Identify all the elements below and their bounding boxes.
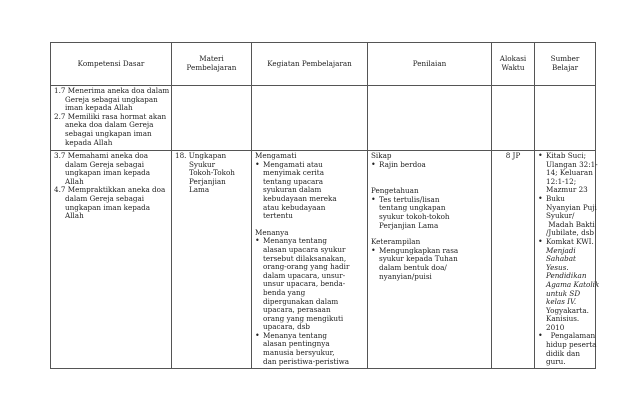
bullet-item: • Kitab Suci; Ulangan 32:1- 14; Keluaran 12:1-12; Mazmur 23 (538, 152, 592, 195)
kegiatan-heading: Mengamati (255, 151, 297, 160)
bullet-item: • Mengungkapkan rasa syukur kepada Tuhan dalam bentuk doa/ nyanyian/puisi (371, 247, 488, 281)
kd-cell: 1.7 Menerima aneka doa dalam Gereja sebagai ungkapan iman kepada Allah 2.7 Memiliki rasa hormat akan aneka doa dalam Gereja sebagai ungkapan iman kepada Allah (51, 86, 172, 151)
header-materi: Materi Pembelajaran (172, 43, 252, 86)
penilaian-cell (368, 151, 492, 369)
materi-cell (172, 86, 252, 151)
penilaian-heading: Pengetahuan (371, 186, 419, 196)
header-penilaian: Penilaian (368, 43, 492, 86)
alokasi-cell (492, 86, 535, 151)
header-sumber: Sumber Belajar (535, 43, 596, 86)
header-alokasi: Alokasi Waktu (492, 43, 535, 86)
sumber-cell (535, 151, 600, 369)
bullet-item: • Mengamati atau menyimak cerita tentang upacara syukuran dalam kebudayaan mereka atau kebudayaan tertentu (255, 161, 364, 221)
alokasi-cell: 8 JP (492, 151, 535, 369)
header-kompetensi-dasar: Kompetensi Dasar (51, 43, 172, 86)
bullet-item: • Pengalaman hidup peserta didik dan guru. (538, 332, 592, 366)
bullet-item: • Tes tertulis/lisan tentang ungkapan syukur tokoh-tokoh Perjanjian Lama (371, 196, 488, 230)
table-row (51, 151, 596, 369)
header-row (51, 43, 596, 86)
header-kegiatan: Kegiatan Pembelajaran (252, 43, 368, 86)
sumber-cell (535, 86, 596, 151)
penilaian-cell (368, 86, 492, 151)
penilaian-heading: Sikap (371, 151, 392, 160)
bullet-item: • Komkat KWI. Menjadi Sahabat Yesus. Pendidikan Agama Katolik untuk SD kelas IV. Yogyakarta. Kanisius. 2010 (538, 238, 592, 333)
bullet-item: • Buku Nyanyian Puji Syukur/ Madah Bakti /Jubilate, dsb (538, 195, 592, 238)
bullet-item: • Menanya tentang alasan pentingnya manusia bersyukur, dan peristiwa-peristiwa (255, 332, 364, 366)
lesson-plan-table (50, 42, 600, 369)
kegiatan-cell (252, 86, 368, 151)
bullet-item: • Rajin berdoa (371, 161, 488, 170)
penilaian-heading: Keterampilan (371, 237, 421, 247)
kegiatan-heading: Menanya (255, 227, 289, 237)
kegiatan-cell (252, 151, 368, 369)
materi-cell: 18. Ungkapan Syukur Tokoh-Tokoh Perjanjian Lama (172, 151, 252, 369)
kd-cell: 3.7 Memahami aneka doa dalam Gereja sebagai ungkapan iman kepada Allah 4.7 Mempraktikkan aneka doa dalam Gereja sebagai ungkapan iman kepada Allah (51, 151, 172, 369)
bullet-item: • Menanya tentang alasan upacara syukur tersebut dilaksanakan, orang-orang yang hadir dalam upacara, unsur- unsur upacara, benda- benda yang dipergunakan dalam upacara, perasaan orang yang mengikuti upacara, dsb (255, 237, 364, 332)
table-row (51, 86, 596, 151)
